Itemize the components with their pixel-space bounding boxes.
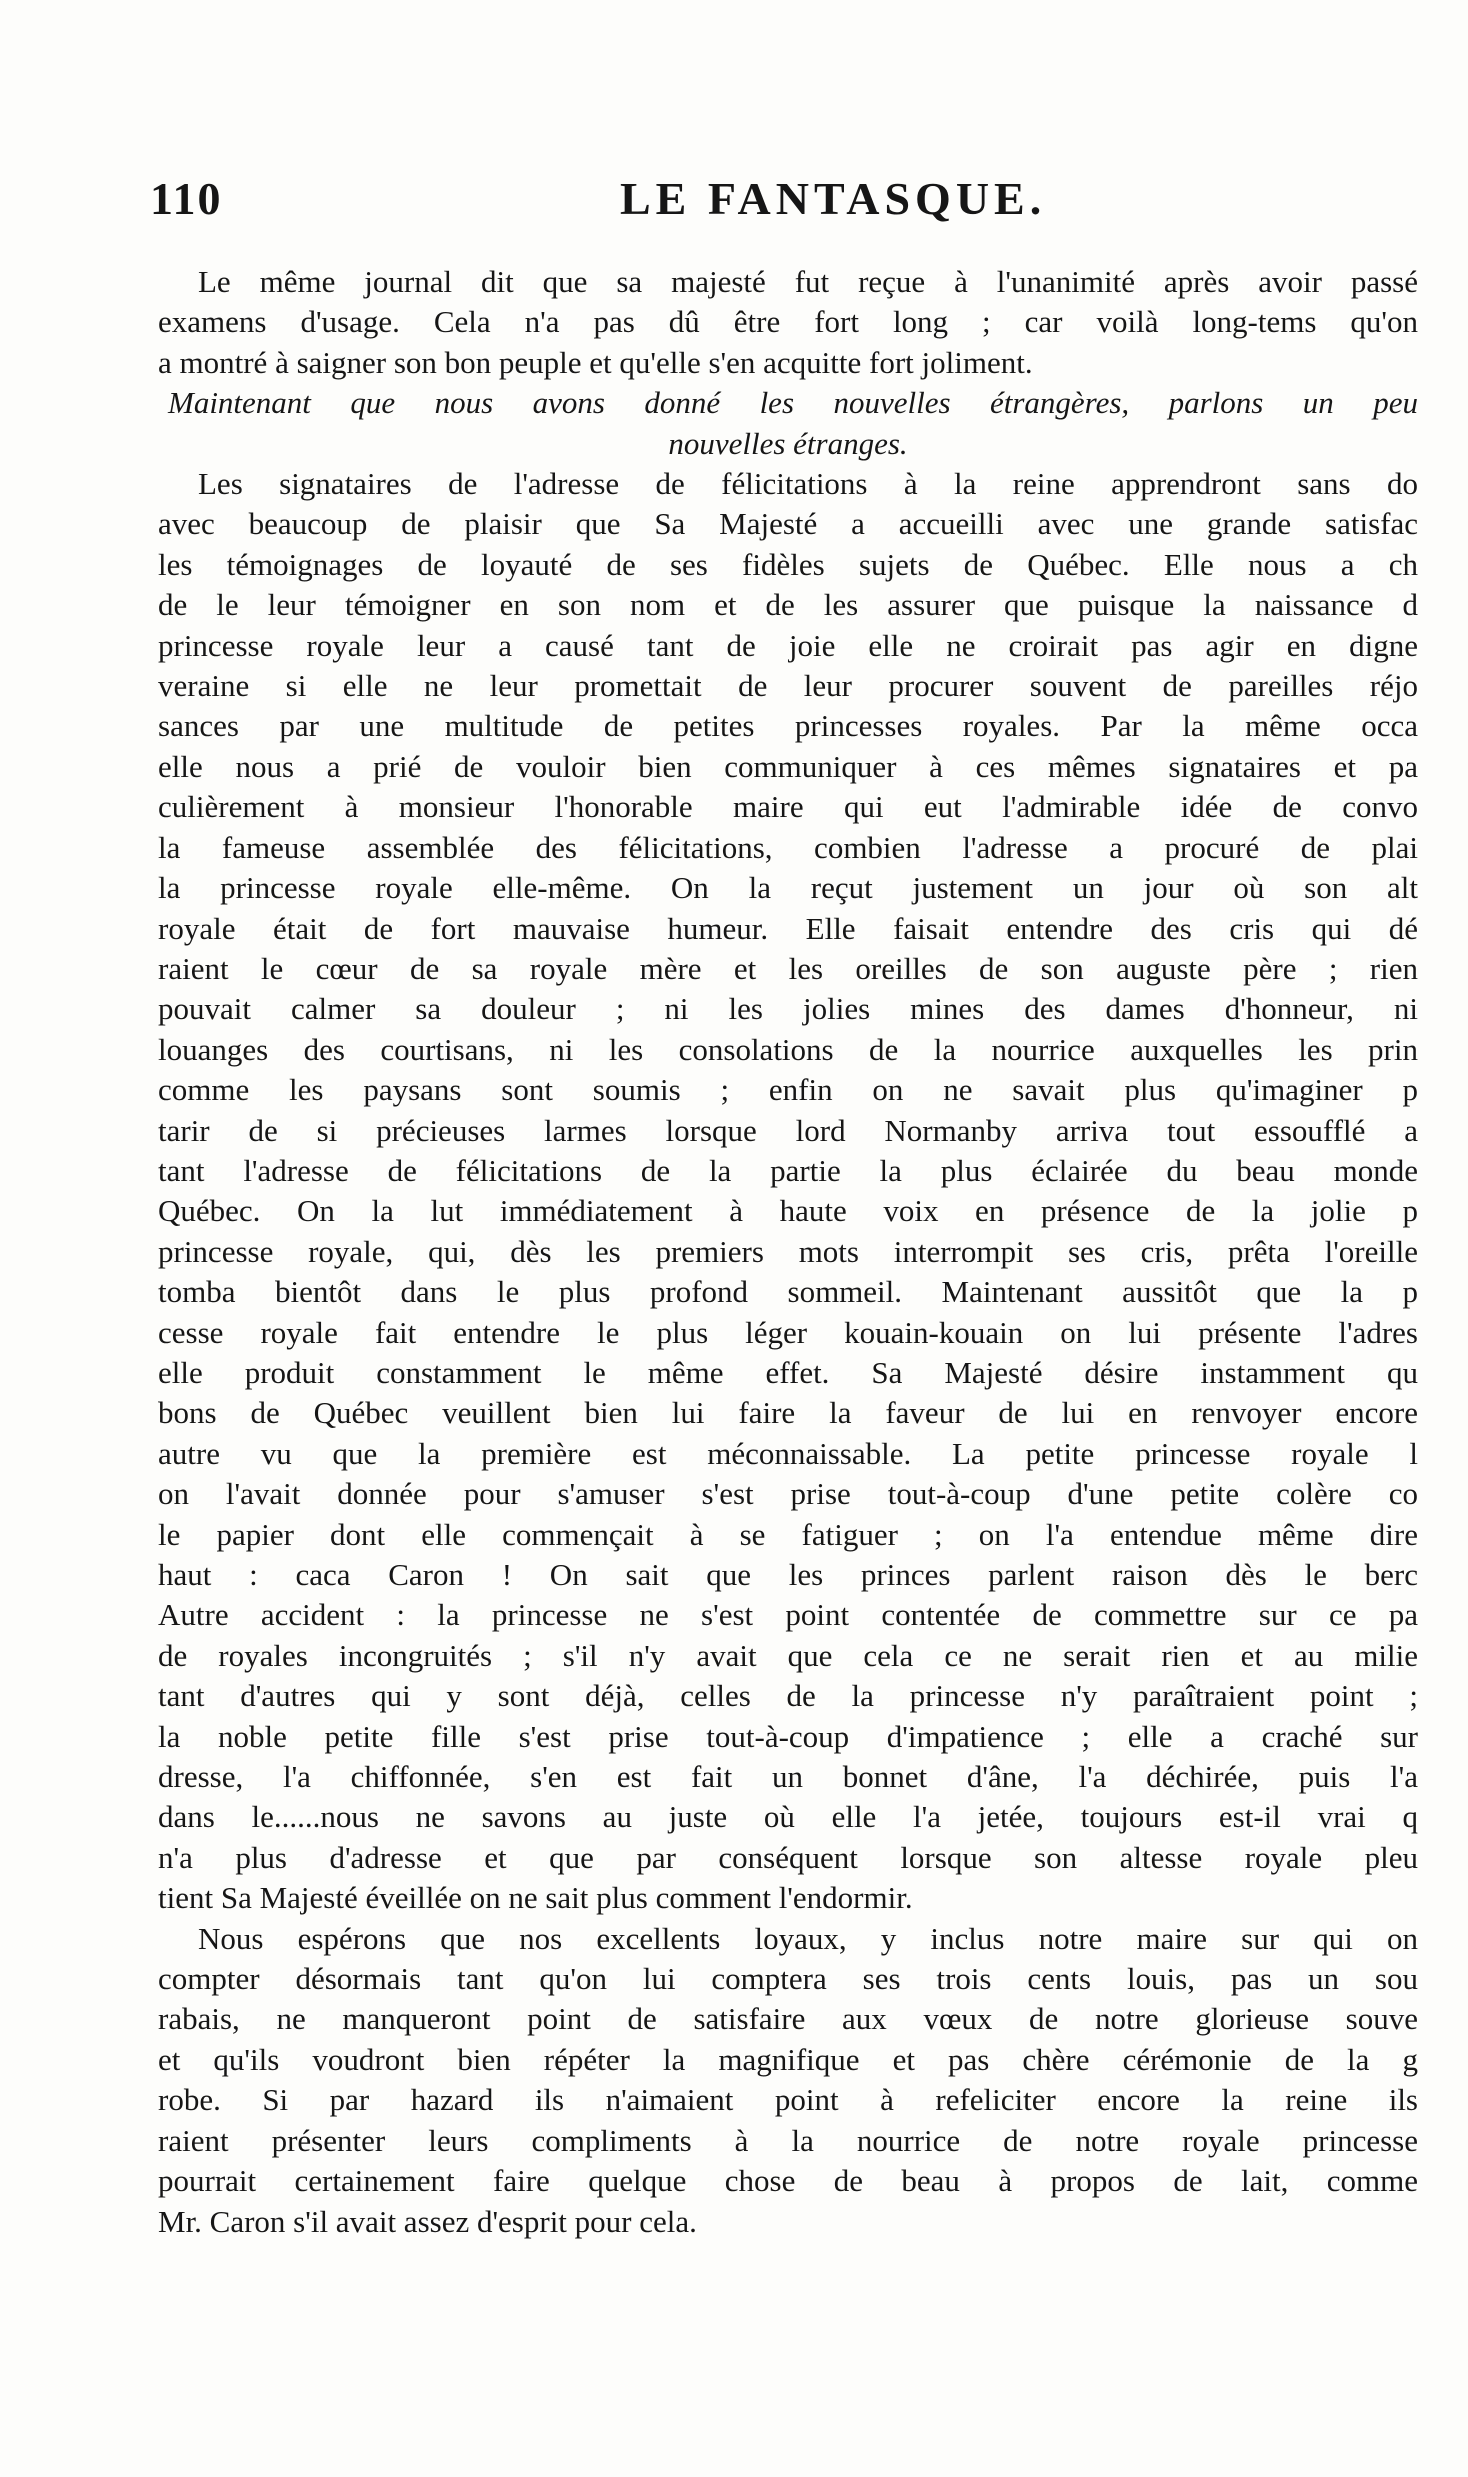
text-line: de le leur témoigner en son nom et de les assurer que puisque la naissance d <box>158 587 1418 623</box>
text-line: royale était de fort mauvaise humeur. Elle faisait entendre des cris qui dé <box>158 910 1418 946</box>
text-line: tant d'autres qui y sont déjà, celles de la princesse n'y paraîtraient point ; <box>158 1678 1418 1714</box>
text-line: la noble petite fille s'est prise tout-à-coup d'impatience ; elle a craché sur <box>158 1718 1418 1754</box>
text-line: tant l'adresse de félicitations de la partie la plus éclairée du beau monde <box>158 1152 1418 1188</box>
text-line: Les signataires de l'adresse de félicitations à la reine apprendront sans do <box>198 466 1418 502</box>
text-line: la fameuse assemblée des félicitations, combien l'adresse a procuré de plai <box>158 829 1418 865</box>
text-line: sances par une multitude de petites princesses royales. Par la même occa <box>158 708 1418 744</box>
text-line: nouvelles étranges. <box>668 425 908 461</box>
text-line: robe. Si par hazard ils n'aimaient point à refeliciter encore la reine ils <box>158 2082 1418 2118</box>
text-line: louanges des courtisans, ni les consolations de la nourrice auxquelles les prin <box>158 1031 1418 1067</box>
text-line: raient le cœur de sa royale mère et les oreilles de son auguste père ; rien <box>158 950 1418 986</box>
text-line: tomba bientôt dans le plus profond sommeil. Maintenant aussitôt que la p <box>158 1274 1418 1310</box>
text-line: bons de Québec veuillent bien lui faire la faveur de lui en renvoyer encore <box>158 1395 1418 1431</box>
text-line: autre vu que la première est méconnaissable. La petite princesse royale l <box>158 1435 1418 1471</box>
text-line: princesse royale leur a causé tant de joie elle ne croirait pas agir en digne <box>158 627 1418 663</box>
text-line: haut : caca Caron ! On sait que les princes parlent raison dès le berc <box>158 1557 1418 1592</box>
text-line: et qu'ils voudront bien répéter la magnifique et pas chère cérémonie de la g <box>158 2041 1418 2077</box>
text-line: n'a plus d'adresse et que par conséquent lorsque son altesse royale pleu <box>158 1839 1418 1875</box>
paragraph <box>158 262 1418 383</box>
text-line: examens d'usage. Cela n'a pas dû être fort long ; car voilà long-tems qu'on <box>158 304 1418 340</box>
text-line: compter désormais tant qu'on lui comptera ses trois cents louis, pas un sou <box>158 1961 1418 1997</box>
text-line: Le même journal dit que sa majesté fut reçue à l'unanimité après avoir passé <box>198 264 1418 299</box>
text-line: Autre accident : la princesse ne s'est point contentée de commettre sur ce pa <box>158 1597 1418 1633</box>
paragraph <box>158 1919 1418 2242</box>
text-line: princesse royale, qui, dès les premiers mots interrompit ses cris, prêta l'oreille <box>158 1233 1418 1269</box>
text-line: avec beaucoup de plaisir que Sa Majesté a accueilli avec une grande satisfac <box>158 506 1418 542</box>
text-line: cesse royale fait entendre le plus léger kouain-kouain on lui présente l'adres <box>158 1314 1418 1350</box>
text-line: culièrement à monsieur l'honorable maire qui eut l'admirable idée de convo <box>158 789 1418 825</box>
text-line: tient Sa Majesté éveillée on ne sait plus comment l'endormir. <box>158 1880 913 1916</box>
text-line: veraine si elle ne leur promettait de leur procurer souvent de pareilles réjo <box>158 668 1418 704</box>
text-line: la princesse royale elle-même. On la reçut justement un jour où son alt <box>158 870 1418 906</box>
page-number: 110 <box>150 173 223 224</box>
text-line: Maintenant que nous avons donné les nouvelles étrangères, parlons un peu <box>168 385 1418 421</box>
text-line: de royales incongruités ; s'il n'y avait que cela ce ne serait rien et au milie <box>158 1637 1418 1673</box>
text-line: on l'avait donnée pour s'amuser s'est prise tout-à-coup d'une petite colère co <box>158 1476 1418 1512</box>
body-text <box>158 262 1418 2242</box>
text-line: pouvait calmer sa douleur ; ni les jolies mines des dames d'honneur, ni <box>158 991 1418 1027</box>
text-line: comme les paysans sont soumis ; enfin on ne savait plus qu'imaginer p <box>158 1072 1418 1108</box>
text-line: tarir de si précieuses larmes lorsque lord Normanby arriva tout essoufflé a <box>158 1112 1418 1148</box>
page-header <box>150 172 1420 232</box>
text-line: Mr. Caron s'il avait assez d'esprit pour cela. <box>158 2203 697 2239</box>
text-line: Nous espérons que nos excellents loyaux, y inclus notre maire sur qui on <box>198 1920 1418 1956</box>
text-line: pourrait certainement faire quelque chose de beau à propos de lait, comme <box>158 2163 1418 2199</box>
text-line: les témoignages de loyauté de ses fidèles sujets de Québec. Elle nous a ch <box>158 546 1418 582</box>
text-line: dans le......nous ne savons au juste où elle l'a jetée, toujours est-il vrai q <box>158 1799 1418 1835</box>
text-line: Québec. On la lut immédiatement à haute voix en présence de la jolie p <box>158 1193 1418 1229</box>
running-title: LE FANTASQUE. <box>620 173 1047 224</box>
paragraph <box>158 464 1418 1919</box>
text-line: elle produit constamment le même effet. Sa Majesté désire instamment qu <box>158 1354 1418 1390</box>
text-line: raient présenter leurs compliments à la nourrice de notre royale princesse <box>158 2122 1418 2158</box>
text-line: a montré à saigner son bon peuple et qu'elle s'en acquitte fort joliment. <box>158 344 1033 380</box>
text-line: le papier dont elle commençait à se fatiguer ; on l'a entendue même dire <box>158 1516 1418 1552</box>
text-line: dresse, l'a chiffonnée, s'en est fait un bonnet d'âne, l'a déchirée, puis l'a <box>158 1759 1418 1795</box>
paragraph <box>158 383 1418 464</box>
text-line: rabais, ne manqueront point de satisfaire aux vœux de notre glorieuse souve <box>158 2001 1418 2037</box>
text-line: elle nous a prié de vouloir bien communiquer à ces mêmes signataires et pa <box>158 748 1418 784</box>
